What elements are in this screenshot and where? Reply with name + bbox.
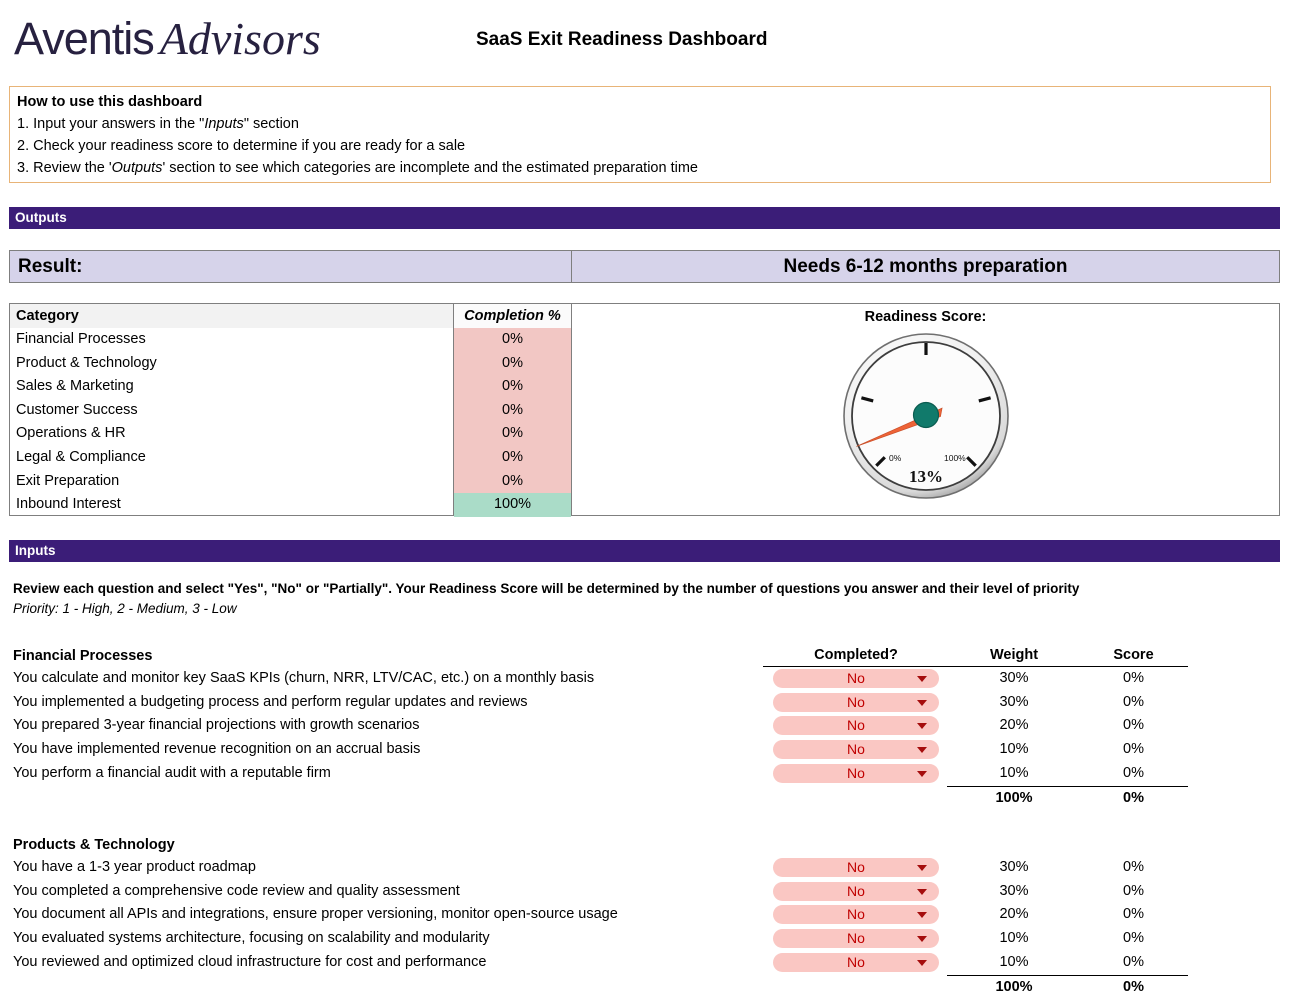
how-to-use-title: How to use this dashboard	[17, 94, 203, 110]
weight-value: 10%	[999, 930, 1029, 947]
question-row	[0, 667, 1292, 691]
readiness-gauge	[840, 330, 1012, 502]
chevron-down-icon[interactable]	[917, 723, 927, 729]
brand-name-italic: Advisors	[159, 13, 321, 64]
question-row	[0, 927, 1292, 951]
question-group-title: Products & Technology	[13, 837, 175, 853]
answer-value: No	[847, 882, 865, 899]
answer-value: No	[847, 930, 865, 947]
completion-value: 0%	[454, 446, 571, 470]
weight-value: 30%	[999, 882, 1029, 899]
table-row: Inbound Interest	[16, 496, 121, 513]
table-row: Product & Technology	[16, 354, 157, 371]
answer-dropdown[interactable]	[773, 693, 939, 712]
weight-value: 10%	[999, 741, 1029, 758]
how-to-use-line-3-pre: 3. Review the '	[17, 160, 112, 176]
chevron-down-icon[interactable]	[917, 700, 927, 706]
question-group-title: Financial Processes	[13, 648, 153, 664]
answer-value: No	[847, 764, 865, 781]
score-value: 0%	[1123, 859, 1144, 875]
how-to-use-line-1-post: " section	[243, 116, 299, 132]
score-value: 0%	[1123, 953, 1144, 970]
section-header-outputs: Outputs	[9, 207, 1280, 229]
question-row	[0, 762, 1292, 786]
completion-value: 0%	[454, 352, 571, 376]
completion-value: 0%	[454, 422, 571, 446]
question-row	[0, 856, 1292, 880]
weight-value: 20%	[999, 717, 1029, 734]
total-score-value: 0%	[1123, 978, 1144, 995]
how-to-use-line-1	[17, 113, 1263, 135]
score-value: 0%	[1123, 930, 1144, 947]
column-header-completed: Completed?	[814, 647, 898, 663]
score-value: 0%	[1123, 741, 1144, 758]
table-row: Sales & Marketing	[16, 378, 134, 395]
answer-dropdown[interactable]	[773, 882, 939, 901]
answer-value: No	[847, 906, 865, 923]
total-weight-value: 100%	[995, 789, 1033, 806]
gauge-title: Readiness Score:	[864, 309, 987, 325]
result-value: Needs 6-12 months preparation	[572, 251, 1279, 282]
gauge-svg	[840, 330, 1012, 502]
question-text: You prepared 3-year financial projections with growth scenarios	[13, 717, 420, 734]
outputs-table	[9, 303, 1280, 516]
weight-value: 30%	[999, 859, 1029, 875]
table-row: Operations & HR	[16, 425, 126, 442]
answer-dropdown[interactable]	[773, 716, 939, 735]
question-row	[0, 691, 1292, 715]
chevron-down-icon[interactable]	[917, 865, 927, 871]
answer-value: No	[847, 693, 865, 710]
completion-value: 0%	[454, 375, 571, 399]
answer-dropdown[interactable]	[773, 929, 939, 948]
answer-value: No	[847, 859, 865, 875]
gauge-min-label: 0%	[888, 453, 901, 463]
question-row	[0, 903, 1292, 927]
completion-value: 0%	[454, 328, 571, 352]
how-to-use-line-2-pre: 2. Check your readiness score to determine if you are ready for a sale	[17, 138, 466, 154]
chevron-down-icon[interactable]	[917, 936, 927, 942]
inputs-instruction-bold: Review each question and select "Yes", "No" or "Partially". Your Readiness Score will be determined by the number of questions you answer and their level of priority	[13, 581, 1080, 596]
score-value: 0%	[1123, 764, 1144, 781]
column-header-score: Score	[1113, 647, 1154, 663]
question-text: You have implemented revenue recognition on an accrual basis	[13, 741, 421, 758]
brand-name-regular: Aventis	[14, 13, 154, 64]
brand-logo	[14, 12, 321, 65]
page-title: SaaS Exit Readiness Dashboard	[476, 29, 768, 50]
answer-dropdown[interactable]	[773, 953, 939, 972]
answer-dropdown[interactable]	[773, 764, 939, 783]
answer-value: No	[847, 717, 865, 734]
question-column-headers	[763, 645, 1188, 667]
answer-value: No	[847, 670, 865, 686]
score-value: 0%	[1123, 882, 1144, 899]
section-header-inputs: Inputs	[9, 540, 1280, 562]
outputs-category-column	[10, 304, 454, 515]
weight-value: 20%	[999, 906, 1029, 923]
gauge-max-label: 100%	[943, 453, 966, 463]
gauge-value-label: 13%	[908, 467, 943, 486]
completion-value: 0%	[454, 470, 571, 494]
chevron-down-icon[interactable]	[917, 912, 927, 918]
table-row: Legal & Compliance	[16, 448, 146, 465]
question-text: You reviewed and optimized cloud infrastructure for cost and performance	[13, 953, 487, 970]
outputs-header-category: Category	[10, 304, 453, 328]
question-text: You completed a comprehensive code review and quality assessment	[13, 882, 460, 899]
score-value: 0%	[1123, 906, 1144, 923]
question-row	[0, 738, 1292, 762]
how-to-use-line-3-post: ' section to see which categories are incomplete and the estimated preparation time	[162, 160, 698, 176]
question-text: You calculate and monitor key SaaS KPIs (churn, NRR, LTV/CAC, etc.) on a monthly basis	[13, 670, 595, 686]
column-header-weight: Weight	[989, 647, 1039, 663]
question-row	[0, 951, 1292, 975]
how-to-use-line-3	[17, 157, 1263, 179]
question-text: You evaluated systems architecture, focusing on scalability and modularity	[13, 930, 490, 947]
answer-value: No	[847, 741, 865, 758]
chevron-down-icon[interactable]	[917, 771, 927, 777]
answer-dropdown[interactable]	[773, 669, 939, 688]
outputs-completion-column	[454, 304, 572, 515]
answer-dropdown[interactable]	[773, 905, 939, 924]
question-text: You document all APIs and integrations, ensure proper versioning, monitor open-source usage	[13, 906, 618, 923]
total-weight-value: 100%	[995, 978, 1033, 995]
answer-dropdown[interactable]	[773, 740, 939, 759]
question-row	[0, 880, 1292, 904]
weight-value: 10%	[999, 953, 1029, 970]
score-value: 0%	[1123, 717, 1144, 734]
how-to-use-line-3-em: Outputs	[111, 160, 163, 176]
question-text: You perform a financial audit with a reputable firm	[13, 764, 331, 781]
weight-value: 10%	[999, 764, 1029, 781]
score-value: 0%	[1123, 693, 1144, 710]
how-to-use-box	[9, 86, 1271, 183]
question-text: You have a 1-3 year product roadmap	[13, 859, 256, 875]
completion-value: 100%	[454, 493, 571, 517]
chevron-down-icon[interactable]	[917, 676, 927, 682]
answer-dropdown[interactable]	[773, 858, 939, 877]
group-totals-row	[0, 786, 1292, 810]
gauge-hub	[913, 403, 938, 428]
outputs-header-completion: Completion %	[454, 304, 571, 328]
inputs-priority-legend: Priority: 1 - High, 2 - Medium, 3 - Low	[13, 601, 237, 616]
how-to-use-line-2	[17, 135, 1263, 157]
chevron-down-icon[interactable]	[917, 747, 927, 753]
table-row: Exit Preparation	[16, 472, 120, 489]
chevron-down-icon[interactable]	[917, 889, 927, 895]
how-to-use-line-1-em: Inputs	[204, 116, 244, 132]
outputs-gauge-column	[572, 304, 1279, 515]
result-label: Result:	[10, 251, 572, 282]
completion-value: 0%	[454, 399, 571, 423]
table-row: Financial Processes	[16, 331, 146, 347]
result-row	[9, 250, 1280, 283]
question-row	[0, 714, 1292, 738]
group-totals-row	[0, 975, 1292, 999]
score-value: 0%	[1123, 670, 1144, 686]
table-row: Customer Success	[16, 401, 138, 418]
weight-value: 30%	[999, 670, 1029, 686]
how-to-use-line-1-pre: 1. Input your answers in the "	[17, 116, 205, 132]
total-score-value: 0%	[1123, 789, 1144, 806]
answer-value: No	[847, 953, 865, 970]
question-text: You implemented a budgeting process and perform regular updates and reviews	[13, 693, 528, 710]
chevron-down-icon[interactable]	[917, 960, 927, 966]
weight-value: 30%	[999, 693, 1029, 710]
